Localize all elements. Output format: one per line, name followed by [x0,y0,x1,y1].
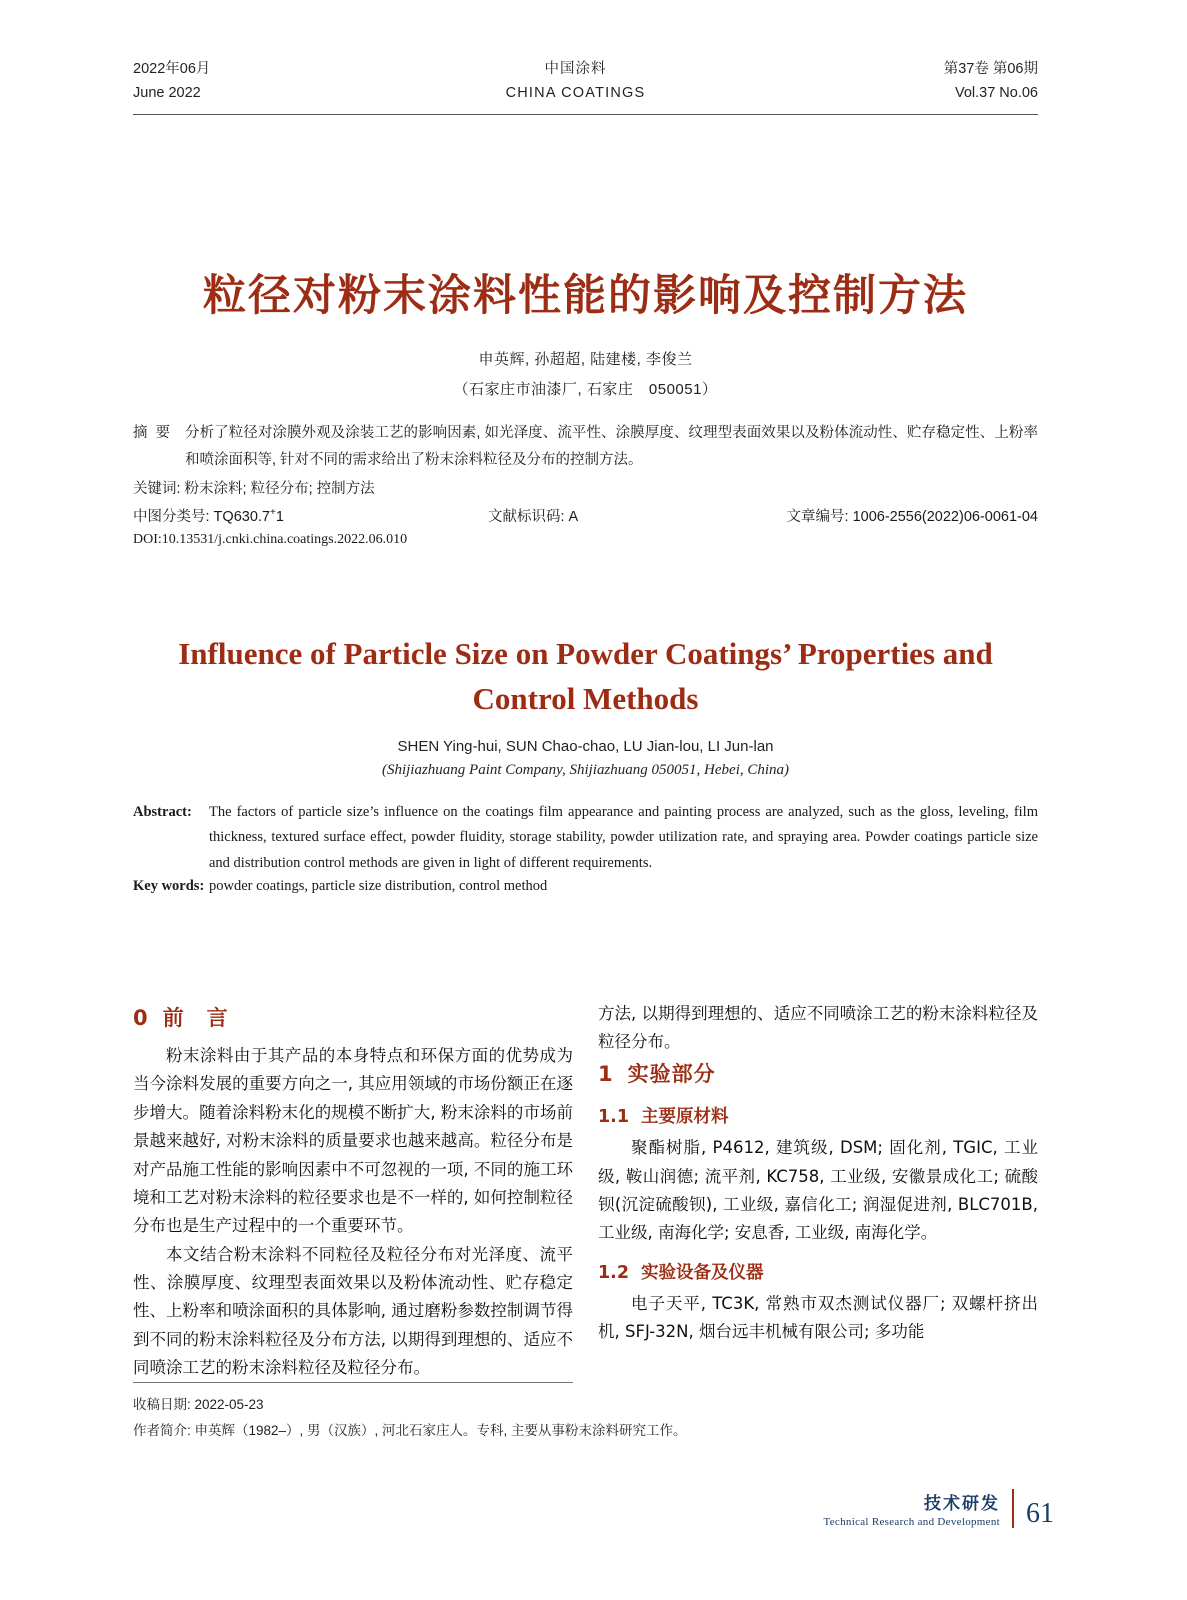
running-head-left [133,58,333,106]
abstract-en [133,800,1038,876]
section-title-0: 前 言 [162,1006,229,1030]
subsection-title-1-1: 主要原材料 [641,1107,729,1128]
abstract-text-cn: 分析了粒径对涂膜外观及涂装工艺的影响因素, 如光泽度、流平性、涂膜厚度、纹理型表面效果以及粉体流动性、贮存稳定性、上粉率和喷涂面积等, 针对不同的需求给出了粉末涂料粒径及分布的控制方法。 [185,425,1038,468]
intro-2-continued-text: 方法, 以期得到理想的、适应不同喷涂工艺的粉末涂料粒径及粒径分布。 [598,1004,1038,1052]
issue-date-cn: 2022年06月 [133,61,211,77]
footer-section-label [824,1489,1015,1528]
article-number: 文章编号: 1006-2556(2022)06-0061-04 [786,509,1038,525]
author-bio: 作者简介: 申英辉（1982–）, 男（汉族）, 河北石家庄人。专科, 主要从事粉末涂料研究工作。 [133,1422,687,1438]
section-number-0: 0 [133,1006,149,1030]
subsection-title-1-2: 实验设备及仪器 [641,1262,764,1283]
page-footer [824,1489,1055,1528]
keywords-text-en: powder coatings, particle size distribution, control method [209,878,548,894]
abstract-label-en: Abstract: [133,804,192,820]
page-number: 61 [1026,1498,1054,1529]
body-column-left [133,1000,573,1383]
clc-number-text: 中图分类号: TQ630.7 [133,509,270,525]
paragraph-intro-2: 本文结合粉末涂料不同粒径及粒径分布对光泽度、流平性、涂膜厚度、纹理型表面效果以及粉体流动性、贮存稳定性、上粉率和喷涂面积的具体影响, 通过磨粉参数控制调节得到不同的粉末涂料粒径及分布方法, 以期得到理想的、适应不同喷涂工艺的粉末涂料粒径及粒径分布。 [133,1244,573,1378]
subsection-number-1-1: 1.1 [598,1107,630,1128]
section-heading-1 [598,1056,1038,1092]
affiliation-cn: （石家庄市油漆厂, 石家庄 050051） [453,381,718,398]
doi: DOI:10.13531/j.cnki.china.coatings.2022.06.010 [133,532,408,547]
section-title-1: 实验部分 [627,1062,716,1086]
clc-number [133,505,488,526]
footnote-divider [133,1382,573,1383]
clc-superscript: + [269,507,276,519]
journal-name-en: CHINA COATINGS [505,84,646,101]
journal-name-cn: 中国涂料 [544,61,607,77]
abstract-text-en: The factors of particle size’s influence on the coatings film appearance and painting process are analyzed, such as the gloss, leveling, film thickness, textured surface effect, powder fluidity, storage stability, powder utilization rate, and spraying area. Powder coatings particle size and distribution control methods are given in light of different requirements. [209,804,1038,871]
subsection-number-1-2: 1.2 [598,1262,630,1283]
section-heading-0 [133,1000,573,1036]
keywords-en [133,878,1038,895]
subsection-heading-1-1 [598,1102,1038,1132]
authors-cn: 申英辉, 孙超超, 陆建楼, 李俊兰 [478,351,693,368]
paragraph-intro-1: 粉末涂料由于其产品的本身特点和环保方面的优势成为当今涂料发展的重要方向之一, 其应用领域的市场份额正在逐步增大。随着涂料粉末化的规模不断扩大, 粉末涂料的市场前景越来越好, 对粉末涂料的质量要求也越来越高。粒径分布是对产品施工性能的影响因素中不可忽视的一项, 不同的施工环境和工艺对粉末涂料的粒径要求也是不一样的, 如何控制粒径分布也是生产过程中的一个重要环节。 [133,1046,573,1236]
title-en: Influence of Particle Size on Powder Coatings’ Properties and Control Methods [178,636,993,716]
document-code: 文献标识码: A [488,509,579,525]
section-number-1: 1 [598,1062,614,1086]
footnotes [133,1392,833,1443]
abstract-label-cn: 摘要 [133,425,178,441]
volume-issue-en: Vol.37 No.06 [954,84,1038,101]
paragraph-materials: 聚酯树脂, P4612, 建筑级, DSM; 固化剂, TGIC, 工业级, 鞍山润德; 流平剂, KC758, 工业级, 安徽景成化工; 硫酸钡(沉淀硫酸钡), 工业级, 嘉信化工; 润湿促进剂, BLC701B, 工业级, 南海化学; 安息香, 工业级, 南海化学。 [598,1138,1038,1243]
footer-label-en: Technical Research and Development [823,1516,1000,1528]
received-date: 收稿日期: 2022-05-23 [133,1397,264,1412]
subsection-heading-1-2 [598,1258,1038,1288]
authors-en: SHEN Ying-hui, SUN Chao-chao, LU Jian-lou, LI Jun-lan [397,738,774,755]
running-head [133,58,1038,115]
abstract-cn [133,420,1038,474]
classification-row [133,505,1038,526]
keywords-cn: 关键词: 粉末涂料; 粒径分布; 控制方法 [133,481,375,497]
issue-date-en: June 2022 [133,84,201,101]
affiliation-en: (Shijiazhuang Paint Company, Shijiazhuang 050051, Hebei, China) [381,762,790,778]
clc-suffix: 1 [275,509,284,525]
keywords-label-en: Key words: [133,878,205,894]
footer-label-cn: 技术研发 [924,1494,1000,1514]
paragraph-equipment: 电子天平, TC3K, 常熟市双杰测试仪器厂; 双螺杆挤出机, SFJ-32N, 烟台远丰机械有限公司; 多功能 [598,1293,1038,1342]
paragraph-intro-2-continued [598,1000,1038,1057]
title-cn: 粒径对粉末涂料性能的影响及控制方法 [203,271,968,321]
running-head-right [818,58,1038,106]
volume-issue-cn: 第37卷 第06期 [943,61,1038,77]
running-head-center [426,58,726,106]
